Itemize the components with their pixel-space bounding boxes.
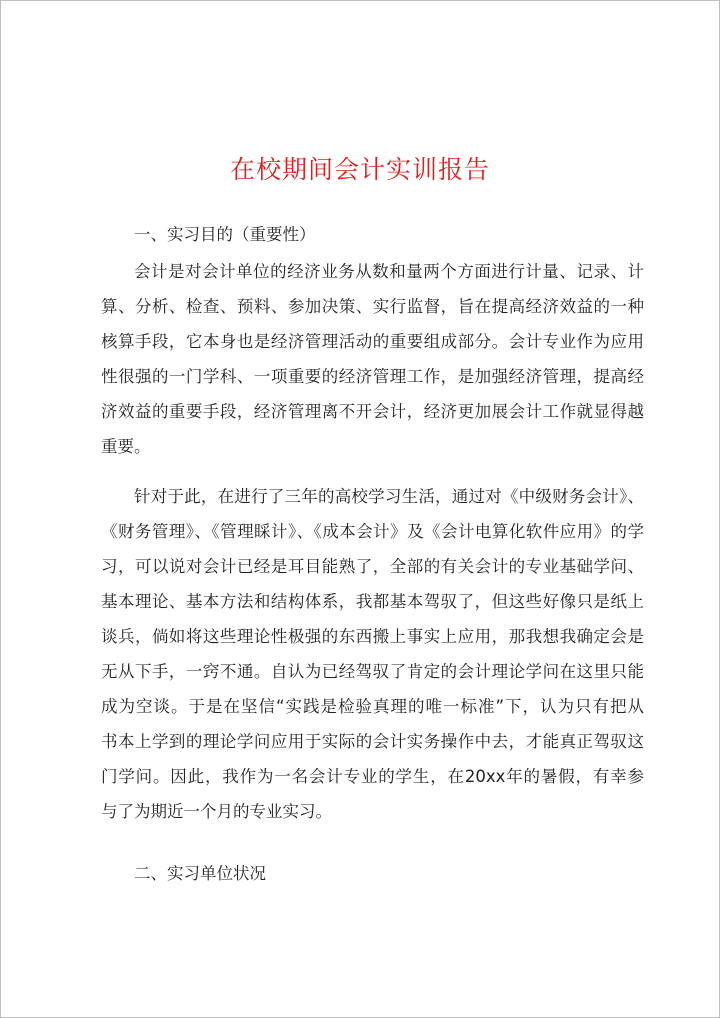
paragraph-line: 针对于此，在进行了三年的高校学习生活，通过对《中级财务会计》、 [134, 487, 644, 506]
paragraph-line: 性很强的一门学科、一项重要的经济管理工作，是加强经济管理，提高经 [101, 367, 644, 386]
paragraph-line: 与了为期近一个月的专业实习。 [101, 802, 332, 821]
paragraph-line: 习，可以说对会计已经是耳目能熟了，全部的有关会计的专业基础学问、 [101, 557, 644, 576]
paragraph-line: 无从下手，一窍不通。自认为已经驾驭了肯定的会计理论学问在这里只能 [101, 662, 644, 681]
paragraph-line: 门学问。因此，我作为一名会计专业的学生，在20xx年的暑假，有幸参 [101, 767, 644, 786]
paragraph-line: 成为空谈。于是在坚信“实践是检验真理的唯一标准”下，认为只有把从 [101, 697, 644, 716]
section-heading-2: 二、实习单位状况 [134, 864, 266, 883]
paragraph-line: 重要。 [101, 437, 151, 456]
paragraph-line: 谈兵，倘如将这些理论性极强的东西搬上事实上应用，那我想我确定会是 [101, 627, 644, 646]
paragraph-line: 会计是对会计单位的经济业务从数和量两个方面进行计量、记录、计 [134, 262, 644, 281]
paragraph-line: 算、分析、检查、预料、参加决策、实行监督，旨在提高经济效益的一种 [101, 297, 644, 316]
paragraph-1 [101, 260, 644, 476]
paragraph-line: 基本理论、基本方法和结构体系，我都基本驾驭了，但这些好像只是纸上 [101, 592, 644, 611]
paragraph-line: 核算手段，它本身也是经济管理活动的重要组成部分。会计专业作为应用 [101, 332, 644, 351]
document-title: 在校期间会计实训报告 [229, 155, 490, 184]
paragraph-line: 《财务管理》、《管理睬计》、《成本会计》及《会计电算化软件应用》的学 [101, 522, 644, 541]
paragraph-line: 济效益的重要手段，经济管理离不开会计，经济更加展会计工作就显得越 [101, 402, 644, 421]
paragraph-2 [101, 485, 644, 841]
section-heading-1: 一、实习目的（重要性） [134, 225, 316, 244]
paragraph-line: 书本上学到的理论学问应用于实际的会计实务操作中去，才能真正驾驭这 [101, 732, 644, 751]
